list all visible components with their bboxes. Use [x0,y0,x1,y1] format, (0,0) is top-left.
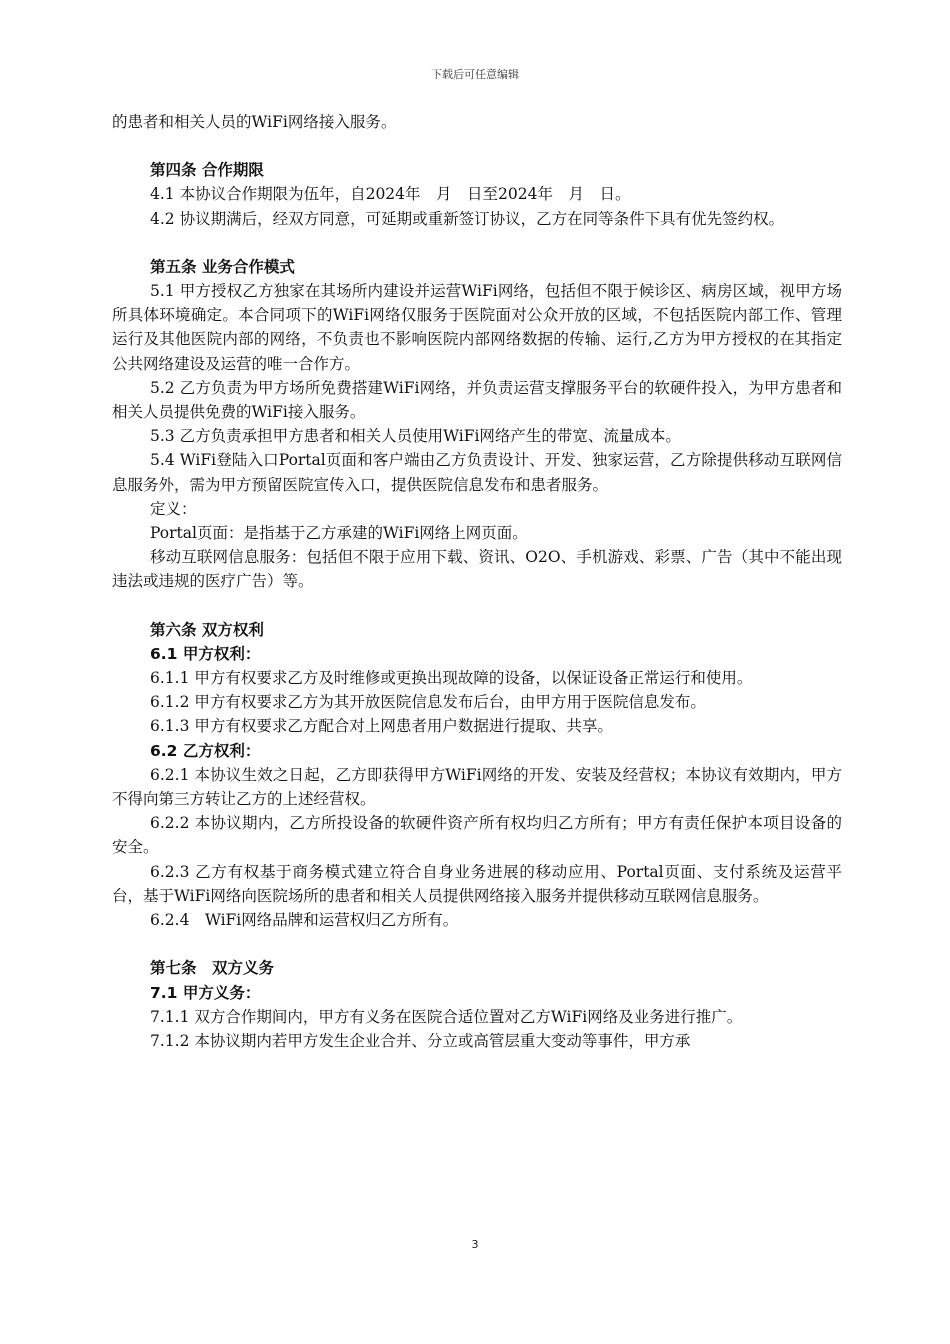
paragraph: 6.1.1 甲方有权要求乙方及时维修或更换出现故障的设备，以保证设备正常运行和使用。 [150,669,753,688]
section-heading: 6.2 乙方权利： [150,741,261,760]
paragraph: 6.2.4 WiFi网络品牌和运营权归乙方所有。 [150,911,459,930]
paragraph: 7.1.2 本协议期内若甲方发生企业合并、分立或高管层重大变动等事件，甲方承 [150,1031,691,1050]
paragraph: 4.1 本协议合作期限为伍年，自2024年 月 日至2024年 月 日。 [150,185,631,204]
spacer [112,932,842,956]
page-header: 下载后可任意编辑 [431,68,519,81]
article-heading: 第六条 双方权利 [150,620,264,639]
paragraph: 5.2 乙方负责为甲方场所免费搭建WiFi网络，并负责运营支撑服务平台的软硬件投入，为甲方患者和相关人员提供免费的WiFi接入服务。 [112,378,842,422]
paragraph: 6.1.2 甲方有权要求乙方为其开放医院信息发布后台，由甲方用于医院信息发布。 [150,693,706,712]
spacer [112,231,842,255]
paragraph: 5.4 WiFi登陆入口Portal页面和客户端由乙方负责设计、开发、独家运营，乙方除提供移动互联网信息服务外，需为甲方预留医院宣传入口，提供医院信息发布和患者服务。 [112,451,842,494]
paragraph: Portal页面：是指基于乙方承建的WiFi网络上网页面。 [150,524,528,543]
paragraph: 的患者和相关人员的WiFi网络接入服务。 [112,113,397,131]
paragraph: 7.1.1 双方合作期间内，甲方有义务在医院合适位置对乙方WiFi网络及业务进行推广。 [150,1007,743,1026]
paragraph: 5.3 乙方负责承担甲方患者和相关人员使用WiFi网络产生的带宽、流量成本。 [150,427,681,446]
section-heading: 7.1 甲方义务： [150,983,261,1002]
paragraph: 4.2 协议期满后，经双方同意，可延期或重新签订协议，乙方在同等条件下具有优先签约权。 [150,209,785,228]
paragraph: 6.2.2 本协议期内，乙方所投设备的软硬件资产所有权均归乙方所有；甲方有责任保护本项目设备的安全。 [112,814,842,857]
paragraph: 移动互联网信息服务：包括但不限于应用下载、资讯、O2O、手机游戏、彩票、广告（其中不能出现违法或违规的医疗广告）等。 [112,548,842,591]
paragraph: 定义： [150,499,197,518]
article-heading: 第四条 合作期限 [150,161,264,180]
document-body [112,110,842,1053]
spacer [112,134,842,158]
paragraph: 6.2.3 乙方有权基于商务模式建立符合自身业务进展的移动应用、Portal页面、支付系统及运营平台，基于WiFi网络向医院场所的患者和相关人员提供网络接入服务并提供移动互联网信息服务。 [112,862,842,905]
article-heading: 第五条 业务合作模式 [150,257,295,276]
page-number: 3 [471,1238,479,1251]
paragraph: 6.2.1 本协议生效之日起，乙方即获得甲方WiFi网络的开发、安装及经营权；本协议有效期内，甲方不得向第三方转让乙方的上述经营权。 [112,765,842,809]
section-heading: 6.1 甲方权利： [150,644,261,663]
paragraph: 5.1 甲方授权乙方独家在其场所内建设并运营WiFi网络，包括但不限于候诊区、病房区域，视甲方场所具体环境确定。本合同项下的WiFi网络仅服务于医院面对公众开放的区域，不包括医院内部工作、管理运行及其他医院内部的网络，不负责也不影响医院内部网络数据的传输、运行,乙方为甲方授权的在其指定公共网络建设及运营的唯一合作方。 [112,282,842,373]
spacer [112,594,842,618]
paragraph: 6.1.3 甲方有权要求乙方配合对上网患者用户数据进行提取、共享。 [150,717,613,736]
article-heading: 第七条 双方义务 [150,959,275,978]
